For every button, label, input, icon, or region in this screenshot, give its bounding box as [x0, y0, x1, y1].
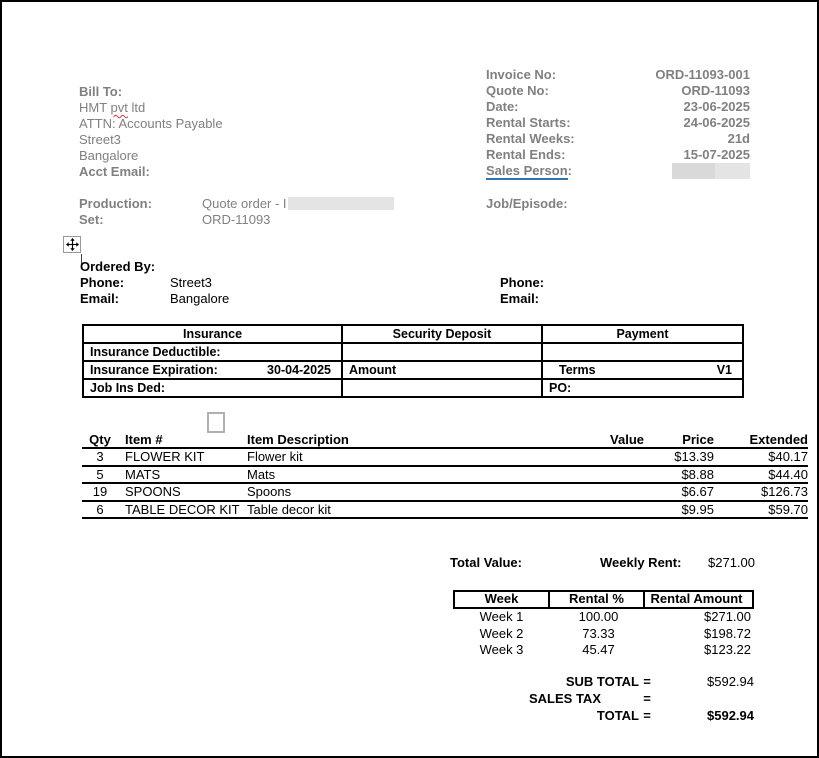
- phone-label: Phone:: [80, 275, 125, 290]
- total-row: [453, 708, 754, 725]
- week-table-header-row: [453, 590, 754, 609]
- bill-to-heading: Bill To:: [79, 84, 123, 99]
- total-label: TOTAL: [596, 707, 639, 723]
- week-row-2: Week 2 73.33 $198.72: [479, 625, 751, 641]
- weekly-rent-value: $271.00: [708, 555, 755, 570]
- sub-total-equals: =: [643, 674, 651, 689]
- quote-no-value: ORD-11093: [681, 83, 750, 98]
- insurance-expiration-value: 30-04-2025: [267, 363, 331, 377]
- insurance-deductible-row: [83, 343, 743, 361]
- insurance-payment-table: [82, 324, 744, 398]
- insurance-expiration-row: [83, 361, 743, 379]
- payment-header: Payment: [542, 325, 743, 343]
- contact-right-block: [500, 275, 544, 307]
- bill-to-block: [79, 84, 223, 180]
- move-handle[interactable]: [63, 236, 81, 253]
- phone-value: Street3: [170, 275, 212, 290]
- item-row-flower-kit: 3 FLOWER KIT Flower kit $13.39 $40.17: [82, 449, 808, 467]
- item-row-spoons: 19 SPOONS Spoons $6.67 $126.73: [82, 484, 808, 502]
- set-value: ORD-11093: [202, 212, 271, 227]
- item-row-table-decor-kit: 6 TABLE DECOR KIT Table decor kit $9.95 $59.70: [82, 502, 808, 520]
- invoice-no-label: Invoice No:: [486, 67, 557, 82]
- rental-pct-header: Rental %: [550, 592, 645, 607]
- sales-tax-value: [655, 691, 754, 708]
- sub-total-row: [453, 674, 754, 691]
- insurance-deductible-label: Insurance Deductible:: [83, 343, 342, 361]
- email-label: Email:: [80, 291, 120, 306]
- sub-total-value: $592.94: [707, 674, 754, 689]
- price-header: Price: [682, 432, 714, 447]
- rental-ends-value: 15-07-2025: [683, 147, 750, 162]
- weekly-rent-label: Weekly Rent:: [600, 555, 682, 570]
- extended-header: Extended: [749, 432, 808, 447]
- insurance-header-row: [83, 325, 743, 343]
- item-row-mats: 5 MATS Mats $8.88 $44.40: [82, 467, 808, 485]
- email-value: Bangalore: [170, 291, 230, 306]
- bill-to-attn: ATTN: Accounts Payable: [79, 116, 223, 131]
- qty-header: Qty: [89, 432, 111, 447]
- ordered-by-heading: Ordered By:: [80, 259, 156, 274]
- move-arrows-icon: [66, 238, 79, 251]
- sales-tax-label: SALES TAX: [529, 690, 601, 706]
- meta-row-quote-no: [486, 83, 750, 99]
- amount-label: Amount: [342, 361, 542, 379]
- rental-starts-value: 24-06-2025: [683, 115, 750, 130]
- image-placeholder-box: [207, 412, 225, 433]
- production-label: Production:: [79, 196, 152, 211]
- meta-row-date: [486, 99, 750, 115]
- items-table: [82, 431, 808, 519]
- date-value: 23-06-2025: [683, 99, 750, 114]
- items-header-row: [82, 431, 808, 449]
- meta-row-sales-person: [486, 163, 750, 179]
- job-ins-ded-label: Job Ins Ded:: [83, 379, 342, 397]
- total-equals: =: [643, 707, 651, 723]
- sub-total-label: SUB TOTAL: [565, 674, 639, 689]
- insurance-expiration-label: Insurance Expiration:: [90, 363, 218, 377]
- deductible-deposit-cell: [342, 343, 542, 361]
- acct-email-label: Acct Email:: [79, 164, 150, 179]
- week-header: Week: [455, 592, 550, 607]
- rental-weeks-label: Rental Weeks:: [486, 131, 575, 146]
- sales-person-redacted-value: [672, 163, 750, 179]
- total-value: $592.94: [707, 707, 754, 723]
- grand-totals-block: [453, 674, 754, 724]
- invoice-meta-block: [486, 67, 750, 179]
- job-episode-label: Job/Episode:: [486, 196, 568, 211]
- week-rental-table: [453, 590, 754, 659]
- date-label: Date:: [486, 99, 519, 114]
- sales-tax-row: [453, 691, 754, 708]
- meta-row-rental-starts: [486, 115, 750, 131]
- sales-person-label: Sales Person:: [486, 163, 572, 178]
- bill-to-city: Bangalore: [79, 148, 139, 163]
- ordered-by-phone-row: [80, 275, 229, 291]
- invoice-no-value: ORD-11093-001: [655, 67, 750, 82]
- production-value: Quote order - I: [202, 196, 394, 212]
- set-row: [79, 212, 394, 228]
- terms-value: V1: [716, 363, 732, 377]
- job-ins-deposit-cell: [342, 379, 542, 397]
- total-value-label: Total Value:: [450, 555, 522, 570]
- production-row: [79, 196, 394, 212]
- bill-to-company: HMT pvt ltd: [79, 100, 146, 115]
- value-header: Value: [610, 432, 644, 447]
- deductible-payment-cell: [542, 343, 743, 361]
- ordered-by-block: [80, 259, 229, 307]
- rental-amount-header: Rental Amount: [650, 591, 743, 606]
- rental-starts-label: Rental Starts:: [486, 115, 571, 130]
- item-number-header: Item #: [125, 432, 163, 447]
- set-label: Set:: [79, 212, 104, 227]
- item-description-header: Item Description: [247, 432, 349, 447]
- meta-row-rental-weeks: [486, 131, 750, 147]
- sales-tax-equals: =: [643, 690, 651, 706]
- meta-row-rental-ends: [486, 147, 750, 163]
- week-row-1: Week 1 100.00 $271.00: [479, 609, 751, 624]
- production-block: [79, 196, 394, 228]
- security-deposit-header: Security Deposit: [342, 325, 542, 343]
- rental-weeks-value: 21d: [727, 131, 750, 146]
- production-redacted-value: [288, 197, 394, 210]
- right-email-label: Email:: [500, 291, 540, 306]
- meta-row-invoice-no: [486, 67, 750, 83]
- po-label: PO:: [542, 379, 743, 397]
- misspelled-word: pvt: [110, 100, 128, 115]
- week-row-3: Week 3 45.47 $123.22: [479, 642, 751, 657]
- rental-ends-label: Rental Ends:: [486, 147, 566, 162]
- quote-no-label: Quote No:: [486, 83, 549, 98]
- job-ins-ded-row: [83, 379, 743, 397]
- ordered-by-email-row: [80, 291, 229, 307]
- sales-person-link[interactable]: Sales Person: [486, 163, 568, 178]
- right-phone-label: Phone:: [500, 275, 545, 290]
- bill-to-street: Street3: [79, 132, 121, 147]
- insurance-header: Insurance: [83, 325, 342, 343]
- terms-label: Terms: [559, 363, 596, 377]
